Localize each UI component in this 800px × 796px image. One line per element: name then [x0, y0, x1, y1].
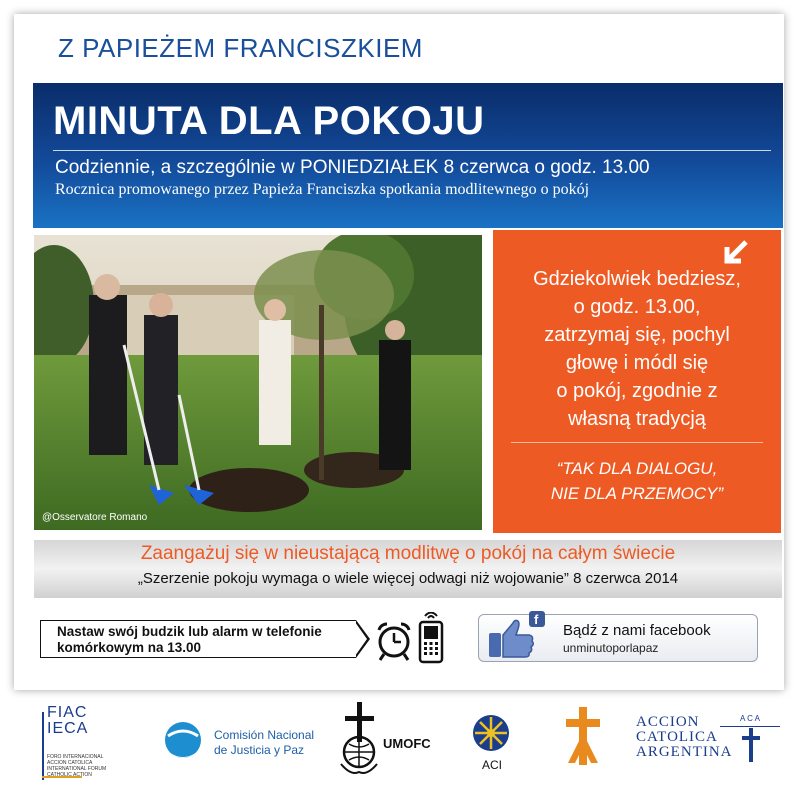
title-banner — [33, 83, 783, 228]
callout-quote — [505, 456, 769, 506]
banner-divider — [53, 150, 771, 151]
callout-quote-line: “TAK DLA DIALOGU, — [556, 459, 718, 478]
photo-illustration — [34, 235, 482, 530]
alarm-line: Nastaw swój budzik lub alarm w telefonie — [57, 624, 322, 639]
alarm-arrow-tip-inner — [355, 622, 367, 656]
facebook-handle: unminutoporlapaz — [563, 641, 659, 655]
aca-badge: A C A — [720, 714, 780, 727]
kicker-heading: Z PAPIEŻEM FRANCISZKIEM — [58, 33, 423, 63]
callout-box — [493, 230, 781, 533]
callout-line: własną tradycją — [568, 408, 706, 430]
callout-line: głowę i módl się — [565, 352, 709, 374]
orange-cross-icon — [560, 705, 606, 767]
arrow-down-left-icon — [722, 238, 750, 266]
strip-quote: „Szerzenie pokoju wymaga o wiele więcej odwagi niż wojowanie” 8 czerwca 2014 — [137, 570, 679, 587]
fiac-small-text: ACCION CATOLICA — [47, 760, 93, 766]
aca-cross-logo — [560, 705, 606, 767]
aca-line3: ARGENTINA — [636, 744, 733, 760]
aca-line2: CATOLICA — [636, 729, 718, 745]
strip-headline: Zaangażuj się w nieustającą modlitwę o pokój na całym świecie — [140, 543, 676, 564]
alarm-reminder — [40, 620, 356, 658]
umofc-cross-globe-icon — [337, 702, 383, 782]
aci-text: ACI — [482, 758, 503, 772]
aca-line1: ACCION — [636, 714, 700, 730]
photo-credit: @Osservatore Romano — [42, 512, 148, 523]
aca-cross-icon — [740, 728, 762, 762]
umofc-logo — [337, 702, 437, 782]
callout-line: o godz. 13.00, — [573, 296, 701, 318]
cnjp-logo — [158, 718, 318, 768]
fiac-small-text: INTERNATIONAL FORUM — [47, 766, 106, 772]
aci-logo — [468, 710, 514, 776]
facebook-button[interactable] — [478, 614, 758, 662]
alarm-clock-icon — [375, 620, 413, 662]
tree-planting-photo — [34, 235, 482, 530]
callout-line: zatrzymaj się, pochyl — [544, 324, 730, 346]
banner-subtitle-secondary: Rocznica promowanego przez Papieża Franciszka spotkania modlitewnego o pokój — [55, 181, 590, 198]
aci-emblem-icon — [468, 710, 514, 756]
callout-quote-line: NIE DLA PRZEMOCY” — [550, 484, 724, 503]
fiac-ieca-logo — [38, 704, 106, 784]
fiac-text: FIAC — [47, 704, 88, 721]
cnjp-line1: Comisión Nacional — [214, 728, 315, 742]
callout-divider — [511, 442, 763, 443]
fiac-small-text: CATHOLIC ACTION — [47, 772, 92, 778]
cnjp-line2: de Justicia y Paz — [214, 743, 305, 757]
callout-line: o pokój, zgodnie z — [556, 380, 718, 402]
accion-catolica-argentina-logo — [636, 714, 786, 764]
prayer-strip — [34, 540, 782, 598]
hands-globe-icon — [158, 720, 208, 764]
umofc-text: UMOFC — [383, 736, 431, 751]
ieca-text: IECA — [47, 720, 89, 737]
alarm-line: komórkowym na 13.00 — [57, 640, 202, 655]
callout-text — [505, 265, 769, 433]
mobile-phone-icon — [414, 612, 448, 664]
svg-text:f: f — [534, 612, 539, 627]
fiac-small-text: FORO INTERNACIONAL — [47, 754, 104, 760]
facebook-title: Bądź z nami facebook — [563, 622, 711, 639]
page-title: MINUTA DLA POKOJU — [53, 99, 485, 143]
facebook-like-icon — [485, 611, 555, 663]
callout-line: Gdziekolwiek bedziesz, — [533, 268, 741, 290]
banner-subtitle: Codziennie, a szczególnie w PONIEDZIAŁEK 8 czerwca o godz. 13.00 — [55, 157, 650, 178]
